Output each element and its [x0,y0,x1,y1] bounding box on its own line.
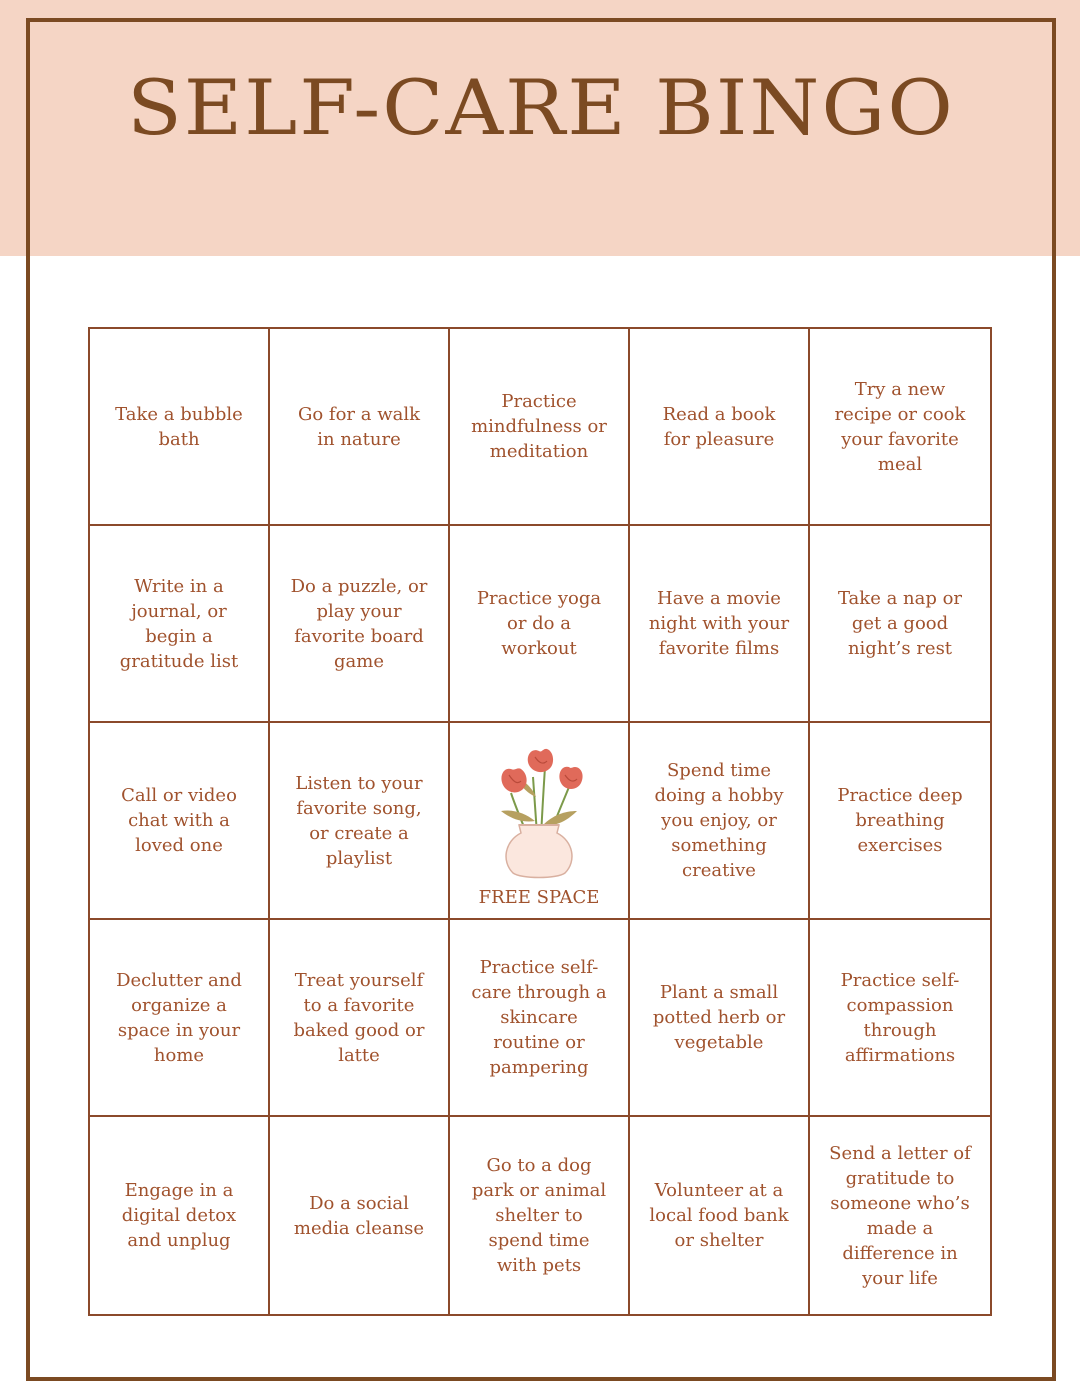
bingo-cell-r5c5[interactable] [810,1117,990,1314]
bingo-cell-r1c3[interactable] [450,329,630,526]
page-title: SELF-CARE BINGO [127,63,955,152]
flower-vase-icon [489,737,589,879]
bingo-cell-text: Practice self-compassion through affirmations [840,969,960,1066]
bingo-cell-text: Plant a small potted herb or vegetable [652,982,786,1053]
bingo-cell-text: Send a letter of gratitude to someone who’s made a difference in your life [829,1142,971,1289]
bingo-cell-text: Declutter and organize a space in your home [116,969,242,1066]
bingo-cell-text: Have a movie night with your favorite films [648,588,790,659]
bingo-cell-r5c2[interactable] [270,1117,450,1314]
bingo-cell-r2c2[interactable] [270,526,450,723]
bingo-cell-text: Read a book for pleasure [662,403,776,450]
bingo-cell-r2c5[interactable] [810,526,990,723]
bingo-cell-text: Practice deep breathing exercises [837,785,963,856]
bingo-cell-text: Listen to your favorite song, or create a playlist [295,772,423,869]
bingo-cell-r3c5[interactable] [810,723,990,920]
bingo-cell-text: Take a nap or get a good night’s rest [837,588,963,659]
bingo-cell-text: Call or video chat with a loved one [121,785,237,856]
bingo-cell-r3c1[interactable] [90,723,270,920]
bingo-cell-r4c4[interactable] [630,920,810,1117]
bingo-cell-text: Do a social media cleanse [293,1192,425,1239]
bingo-cell-r3c2[interactable] [270,723,450,920]
bingo-cell-text: Go for a walk in nature [297,403,421,450]
bingo-cell-text: Engage in a digital detox and unplug [121,1180,237,1251]
bingo-cell-r5c1[interactable] [90,1117,270,1314]
bingo-cell-r5c3[interactable] [450,1117,630,1314]
bingo-cell-r1c4[interactable] [630,329,810,526]
bingo-cell-r1c1[interactable] [90,329,270,526]
bingo-cell-text: Practice yoga or do a workout [476,588,602,659]
bingo-cell-text: Volunteer at a local food bank or shelter [649,1180,789,1251]
bingo-cell-text: Treat yourself to a favorite baked good or latte [293,969,425,1066]
bingo-cell-text: Spend time doing a hobby you enjoy, or something creative [654,760,784,881]
bingo-cell-text: Practice self-care through a skincare routine or pampering [471,957,607,1078]
bingo-cell-text: Try a new recipe or cook your favorite meal [834,378,966,475]
bingo-cell-text: Do a puzzle, or play your favorite board game [290,575,428,672]
bingo-cell-text: Write in a journal, or begin a gratitude list [119,575,239,672]
bingo-cell-r4c1[interactable] [90,920,270,1117]
bingo-cell-r3c4[interactable] [630,723,810,920]
bingo-cell-r4c3[interactable] [450,920,630,1117]
bingo-cell-r2c1[interactable] [90,526,270,723]
bingo-cell-text: Practice mindfulness or meditation [471,391,607,462]
free-space-cell[interactable] [450,723,630,920]
free-space-label: FREE SPACE [478,887,600,908]
bingo-cell-r1c2[interactable] [270,329,450,526]
bingo-cell-r2c3[interactable] [450,526,630,723]
bingo-cell-r4c5[interactable] [810,920,990,1117]
bingo-cell-text: Take a bubble bath [115,403,243,450]
bingo-grid [88,327,992,1316]
bingo-cell-r1c5[interactable] [810,329,990,526]
bingo-cell-r5c4[interactable] [630,1117,810,1314]
bingo-cell-r2c4[interactable] [630,526,810,723]
bingo-cell-r4c2[interactable] [270,920,450,1117]
bingo-cell-text: Go to a dog park or animal shelter to spend time with pets [471,1155,607,1276]
